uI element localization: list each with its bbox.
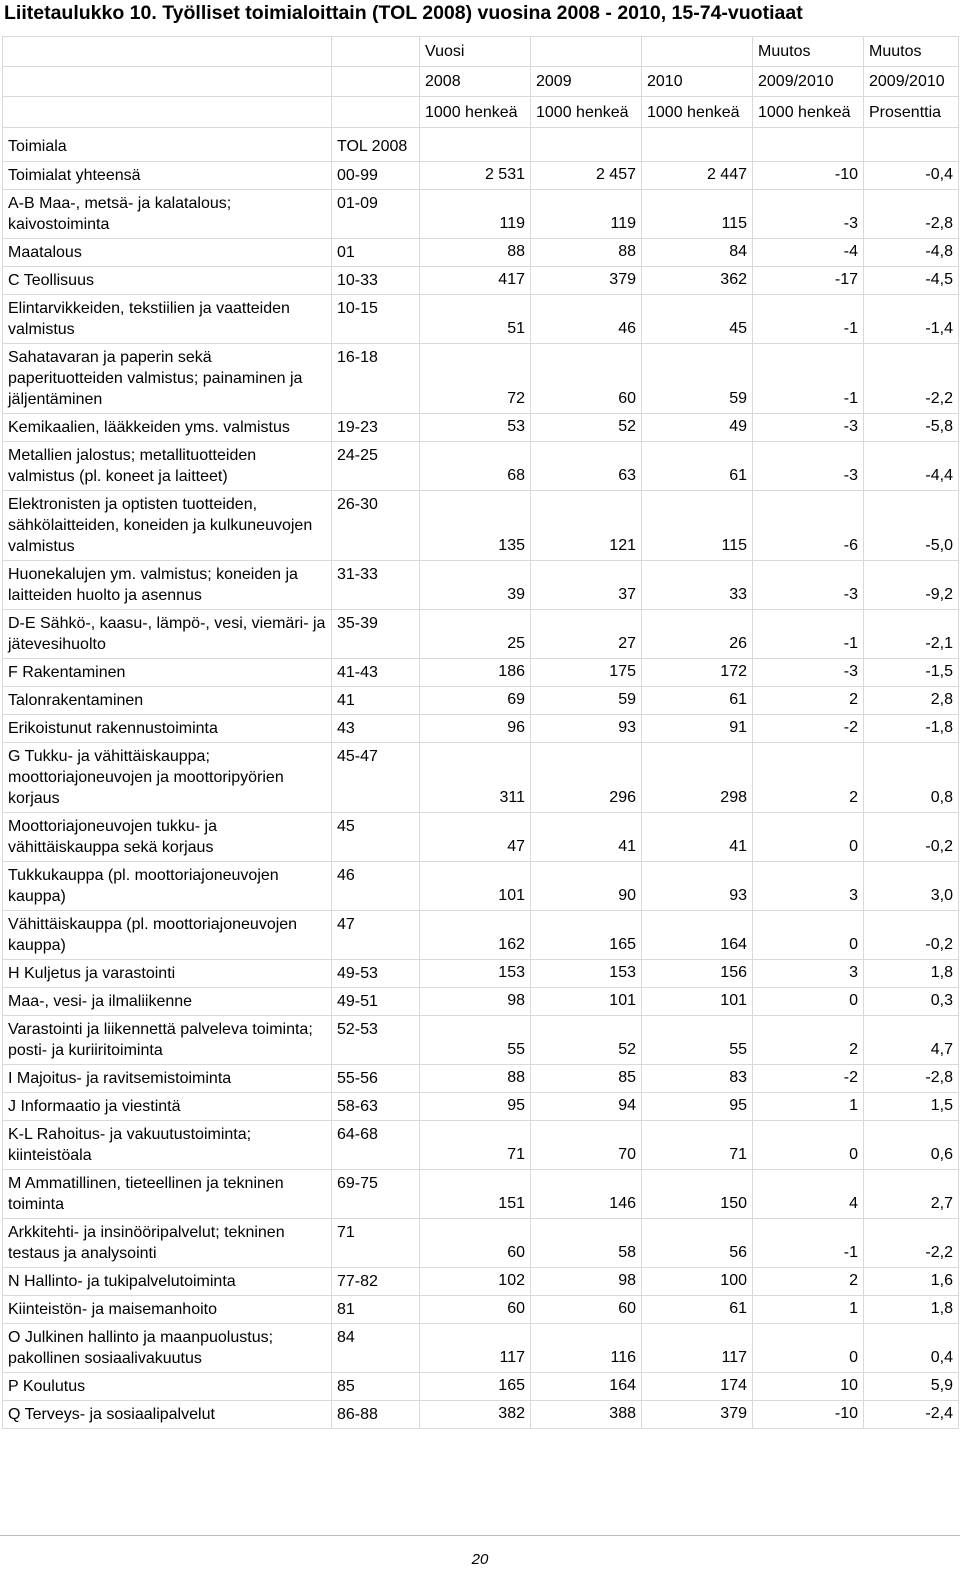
change-percent: -2,8	[864, 1065, 959, 1093]
tol-code: 26-30	[332, 491, 420, 561]
table-row	[3, 295, 959, 344]
value-2008: 186	[420, 659, 531, 687]
change-percent: 0,8	[864, 743, 959, 813]
change-value: 2	[753, 687, 864, 715]
table-row	[3, 862, 959, 911]
tol-code: 43	[332, 715, 420, 743]
change-value: 10	[753, 1373, 864, 1401]
value-2008: 153	[420, 960, 531, 988]
change-value: 0	[753, 911, 864, 960]
change-percent: -2,4	[864, 1401, 959, 1429]
change-percent: -0,2	[864, 813, 959, 862]
table-row	[3, 1121, 959, 1170]
value-2009: 52	[531, 414, 642, 442]
tol-code: 00-99	[332, 162, 420, 190]
header-row-vuosi	[3, 37, 959, 67]
value-2009: 2 457	[531, 162, 642, 190]
header-year-2010: 2010	[642, 67, 753, 97]
industry-name: D-E Sähkö-, kaasu-, lämpö-, vesi, viemäri- ja jätevesihuolto	[3, 610, 332, 659]
tol-code: 31-33	[332, 561, 420, 610]
change-value: -10	[753, 1401, 864, 1429]
industry-name: Maa-, vesi- ja ilmaliikenne	[3, 988, 332, 1016]
change-percent: -2,2	[864, 1219, 959, 1268]
table-row	[3, 1170, 959, 1219]
value-2010: 172	[642, 659, 753, 687]
value-2010: 150	[642, 1170, 753, 1219]
change-percent: -5,8	[864, 414, 959, 442]
industry-name: Varastointi ja liikennettä palveleva toiminta; posti- ja kuriiritoiminta	[3, 1016, 332, 1065]
header-unit: 1000 henkeä	[420, 97, 531, 128]
change-value: 0	[753, 988, 864, 1016]
change-percent: -2,8	[864, 190, 959, 239]
header-unit: 1000 henkeä	[753, 97, 864, 128]
industry-name: P Koulutus	[3, 1373, 332, 1401]
change-value: 2	[753, 743, 864, 813]
change-percent: 1,8	[864, 960, 959, 988]
table-row	[3, 988, 959, 1016]
value-2010: 362	[642, 267, 753, 295]
industry-name: O Julkinen hallinto ja maanpuolustus; pakollinen sosiaalivakuutus	[3, 1324, 332, 1373]
industry-name: M Ammatillinen, tieteellinen ja tekninen toiminta	[3, 1170, 332, 1219]
industry-name: C Teollisuus	[3, 267, 332, 295]
change-percent: 0,6	[864, 1121, 959, 1170]
value-2010: 83	[642, 1065, 753, 1093]
table-row	[3, 1296, 959, 1324]
change-percent: -1,5	[864, 659, 959, 687]
value-2009: 146	[531, 1170, 642, 1219]
industry-name: Kemikaalien, lääkkeiden yms. valmistus	[3, 414, 332, 442]
change-percent: 5,9	[864, 1373, 959, 1401]
page-title: Liitetaulukko 10. Työlliset toimialoittain (TOL 2008) vuosina 2008 - 2010, 15-74-vuotiaat	[4, 2, 803, 24]
header-row-years	[3, 67, 959, 97]
value-2008: 39	[420, 561, 531, 610]
table-row	[3, 1324, 959, 1373]
value-2010: 115	[642, 491, 753, 561]
industry-name: Maatalous	[3, 239, 332, 267]
change-value: -1	[753, 1219, 864, 1268]
tol-code: 10-33	[332, 267, 420, 295]
value-2010: 115	[642, 190, 753, 239]
tol-code: 41	[332, 687, 420, 715]
value-2008: 47	[420, 813, 531, 862]
industry-name: Vähittäiskauppa (pl. moottoriajoneuvojen kauppa)	[3, 911, 332, 960]
tol-code: 10-15	[332, 295, 420, 344]
change-value: -3	[753, 561, 864, 610]
change-percent: -1,4	[864, 295, 959, 344]
tol-code: 45-47	[332, 743, 420, 813]
change-value: -3	[753, 442, 864, 491]
table-row	[3, 1016, 959, 1065]
value-2010: 379	[642, 1401, 753, 1429]
page-number: 20	[471, 1551, 489, 1568]
value-2008: 135	[420, 491, 531, 561]
value-2010: 84	[642, 239, 753, 267]
table-row	[3, 1268, 959, 1296]
value-2009: 90	[531, 862, 642, 911]
table-row	[3, 1065, 959, 1093]
value-2009: 165	[531, 911, 642, 960]
table-row	[3, 960, 959, 988]
tol-code: 24-25	[332, 442, 420, 491]
value-2008: 55	[420, 1016, 531, 1065]
value-2009: 98	[531, 1268, 642, 1296]
change-value: -10	[753, 162, 864, 190]
header-unit-percent: Prosenttia	[864, 97, 959, 128]
value-2009: 52	[531, 1016, 642, 1065]
header-year-2008: 2008	[420, 67, 531, 97]
tol-code: 85	[332, 1373, 420, 1401]
value-2008: 165	[420, 1373, 531, 1401]
value-2010: 164	[642, 911, 753, 960]
tol-code: 58-63	[332, 1093, 420, 1121]
value-2010: 61	[642, 687, 753, 715]
value-2009: 388	[531, 1401, 642, 1429]
tol-code: 71	[332, 1219, 420, 1268]
header-period: 2009/2010	[753, 67, 864, 97]
table-body	[3, 162, 959, 1429]
change-value: -6	[753, 491, 864, 561]
value-2009: 60	[531, 344, 642, 414]
tol-code: 69-75	[332, 1170, 420, 1219]
change-percent: 1,5	[864, 1093, 959, 1121]
change-percent: -1,8	[864, 715, 959, 743]
table-row	[3, 442, 959, 491]
change-value: -2	[753, 715, 864, 743]
value-2010: 95	[642, 1093, 753, 1121]
header-year-2009: 2009	[531, 67, 642, 97]
value-2010: 59	[642, 344, 753, 414]
table-row	[3, 659, 959, 687]
value-2009: 63	[531, 442, 642, 491]
value-2010: 93	[642, 862, 753, 911]
table-row	[3, 561, 959, 610]
value-2009: 116	[531, 1324, 642, 1373]
header-row-columns	[3, 128, 959, 162]
change-percent: 2,8	[864, 687, 959, 715]
table-row	[3, 813, 959, 862]
header-unit: 1000 henkeä	[531, 97, 642, 128]
value-2009: 379	[531, 267, 642, 295]
table-row	[3, 715, 959, 743]
header-muutos: Muutos	[864, 37, 959, 67]
value-2009: 60	[531, 1296, 642, 1324]
industry-name: J Informaatio ja viestintä	[3, 1093, 332, 1121]
value-2008: 151	[420, 1170, 531, 1219]
value-2010: 45	[642, 295, 753, 344]
value-2008: 88	[420, 1065, 531, 1093]
tol-code: 64-68	[332, 1121, 420, 1170]
tol-code: 01-09	[332, 190, 420, 239]
table-row	[3, 239, 959, 267]
value-2010: 56	[642, 1219, 753, 1268]
tol-code: 52-53	[332, 1016, 420, 1065]
table-row	[3, 491, 959, 561]
change-percent: 1,6	[864, 1268, 959, 1296]
value-2010: 298	[642, 743, 753, 813]
value-2010: 100	[642, 1268, 753, 1296]
industry-name: Sahatavaran ja paperin sekä paperituotteiden valmistus; painaminen ja jäljentäminen	[3, 344, 332, 414]
industry-name: Huonekalujen ym. valmistus; koneiden ja laitteiden huolto ja asennus	[3, 561, 332, 610]
value-2009: 119	[531, 190, 642, 239]
industry-name: A-B Maa-, metsä- ja kalatalous; kaivostoiminta	[3, 190, 332, 239]
value-2008: 162	[420, 911, 531, 960]
change-value: 2	[753, 1268, 864, 1296]
value-2008: 102	[420, 1268, 531, 1296]
table-row	[3, 610, 959, 659]
table-row	[3, 414, 959, 442]
tol-code: 16-18	[332, 344, 420, 414]
value-2009: 37	[531, 561, 642, 610]
tol-code: 84	[332, 1324, 420, 1373]
value-2008: 60	[420, 1296, 531, 1324]
change-percent: 1,8	[864, 1296, 959, 1324]
industry-name: Tukkukauppa (pl. moottoriajoneuvojen kauppa)	[3, 862, 332, 911]
change-value: -1	[753, 295, 864, 344]
change-value: -1	[753, 344, 864, 414]
value-2010: 55	[642, 1016, 753, 1065]
value-2009: 101	[531, 988, 642, 1016]
industry-name: I Majoitus- ja ravitsemistoiminta	[3, 1065, 332, 1093]
value-2009: 153	[531, 960, 642, 988]
value-2008: 98	[420, 988, 531, 1016]
value-2009: 59	[531, 687, 642, 715]
employment-table	[2, 36, 959, 1429]
change-value: -3	[753, 190, 864, 239]
header-row-units	[3, 97, 959, 128]
value-2010: 101	[642, 988, 753, 1016]
change-percent: -2,2	[864, 344, 959, 414]
industry-name: Elektronisten ja optisten tuotteiden, sähkölaitteiden, koneiden ja kulkuneuvojen valmistus	[3, 491, 332, 561]
value-2010: 117	[642, 1324, 753, 1373]
change-value: 1	[753, 1296, 864, 1324]
value-2008: 382	[420, 1401, 531, 1429]
industry-name: Erikoistunut rakennustoiminta	[3, 715, 332, 743]
value-2008: 119	[420, 190, 531, 239]
change-percent: -0,2	[864, 911, 959, 960]
tol-code: 46	[332, 862, 420, 911]
change-percent: -4,5	[864, 267, 959, 295]
industry-name: Elintarvikkeiden, tekstiilien ja vaatteiden valmistus	[3, 295, 332, 344]
value-2009: 27	[531, 610, 642, 659]
change-value: -2	[753, 1065, 864, 1093]
tol-code: 01	[332, 239, 420, 267]
value-2010: 61	[642, 1296, 753, 1324]
change-value: 0	[753, 1324, 864, 1373]
change-value: 2	[753, 1016, 864, 1065]
value-2010: 61	[642, 442, 753, 491]
value-2008: 25	[420, 610, 531, 659]
header-tol: TOL 2008	[332, 128, 420, 162]
industry-name: Moottoriajoneuvojen tukku- ja vähittäiskauppa sekä korjaus	[3, 813, 332, 862]
value-2010: 91	[642, 715, 753, 743]
header-unit: 1000 henkeä	[642, 97, 753, 128]
industry-name: Q Terveys- ja sosiaalipalvelut	[3, 1401, 332, 1429]
header-muutos: Muutos	[753, 37, 864, 67]
table-row	[3, 190, 959, 239]
table-row	[3, 1219, 959, 1268]
value-2008: 88	[420, 239, 531, 267]
value-2009: 46	[531, 295, 642, 344]
change-percent: -4,4	[864, 442, 959, 491]
change-percent: -2,1	[864, 610, 959, 659]
value-2008: 101	[420, 862, 531, 911]
industry-name: F Rakentaminen	[3, 659, 332, 687]
value-2008: 72	[420, 344, 531, 414]
value-2010: 2 447	[642, 162, 753, 190]
value-2008: 53	[420, 414, 531, 442]
change-value: -3	[753, 414, 864, 442]
industry-name: K-L Rahoitus- ja vakuutustoiminta; kiinteistöala	[3, 1121, 332, 1170]
tol-code: 86-88	[332, 1401, 420, 1429]
value-2008: 311	[420, 743, 531, 813]
value-2008: 117	[420, 1324, 531, 1373]
value-2008: 51	[420, 295, 531, 344]
header-period: 2009/2010	[864, 67, 959, 97]
value-2010: 26	[642, 610, 753, 659]
table-row	[3, 1401, 959, 1429]
change-value: 1	[753, 1093, 864, 1121]
change-percent: 2,7	[864, 1170, 959, 1219]
change-percent: -5,0	[864, 491, 959, 561]
industry-name: H Kuljetus ja varastointi	[3, 960, 332, 988]
industry-name: N Hallinto- ja tukipalvelutoiminta	[3, 1268, 332, 1296]
value-2008: 417	[420, 267, 531, 295]
value-2009: 70	[531, 1121, 642, 1170]
value-2010: 156	[642, 960, 753, 988]
tol-code: 35-39	[332, 610, 420, 659]
change-value: 0	[753, 813, 864, 862]
value-2010: 49	[642, 414, 753, 442]
footer-divider	[0, 1535, 960, 1536]
value-2008: 71	[420, 1121, 531, 1170]
tol-code: 55-56	[332, 1065, 420, 1093]
change-value: -17	[753, 267, 864, 295]
table-row	[3, 743, 959, 813]
industry-name: Toimialat yhteensä	[3, 162, 332, 190]
value-2008: 68	[420, 442, 531, 491]
table-row	[3, 344, 959, 414]
tol-code: 49-51	[332, 988, 420, 1016]
industry-name: Arkkitehti- ja insinööripalvelut; tekninen testaus ja analysointi	[3, 1219, 332, 1268]
tol-code: 77-82	[332, 1268, 420, 1296]
tol-code: 41-43	[332, 659, 420, 687]
header-toimiala: Toimiala	[3, 128, 332, 162]
value-2009: 88	[531, 239, 642, 267]
tol-code: 81	[332, 1296, 420, 1324]
value-2010: 41	[642, 813, 753, 862]
tol-code: 45	[332, 813, 420, 862]
change-percent: -4,8	[864, 239, 959, 267]
change-value: 0	[753, 1121, 864, 1170]
change-value: -3	[753, 659, 864, 687]
table-row	[3, 267, 959, 295]
table-row	[3, 1093, 959, 1121]
table-row	[3, 1373, 959, 1401]
tol-code: 47	[332, 911, 420, 960]
change-percent: 4,7	[864, 1016, 959, 1065]
change-percent: 3,0	[864, 862, 959, 911]
value-2009: 85	[531, 1065, 642, 1093]
change-value: 3	[753, 862, 864, 911]
value-2009: 296	[531, 743, 642, 813]
industry-name: G Tukku- ja vähittäiskauppa; moottoriajoneuvojen ja moottoripyörien korjaus	[3, 743, 332, 813]
table-row	[3, 162, 959, 190]
value-2009: 164	[531, 1373, 642, 1401]
value-2008: 60	[420, 1219, 531, 1268]
change-percent: 0,4	[864, 1324, 959, 1373]
industry-name: Talonrakentaminen	[3, 687, 332, 715]
value-2010: 174	[642, 1373, 753, 1401]
value-2009: 175	[531, 659, 642, 687]
tol-code: 19-23	[332, 414, 420, 442]
industry-name: Metallien jalostus; metallituotteiden valmistus (pl. koneet ja laitteet)	[3, 442, 332, 491]
industry-name: Kiinteistön- ja maisemanhoito	[3, 1296, 332, 1324]
value-2008: 95	[420, 1093, 531, 1121]
change-percent: -9,2	[864, 561, 959, 610]
change-value: -1	[753, 610, 864, 659]
change-percent: 0,3	[864, 988, 959, 1016]
value-2008: 69	[420, 687, 531, 715]
tol-code: 49-53	[332, 960, 420, 988]
table-row	[3, 687, 959, 715]
value-2009: 94	[531, 1093, 642, 1121]
value-2010: 33	[642, 561, 753, 610]
value-2009: 58	[531, 1219, 642, 1268]
change-value: 4	[753, 1170, 864, 1219]
value-2009: 41	[531, 813, 642, 862]
value-2008: 96	[420, 715, 531, 743]
table-row	[3, 911, 959, 960]
value-2009: 93	[531, 715, 642, 743]
change-value: -4	[753, 239, 864, 267]
value-2008: 2 531	[420, 162, 531, 190]
change-value: 3	[753, 960, 864, 988]
value-2009: 121	[531, 491, 642, 561]
value-2010: 71	[642, 1121, 753, 1170]
header-vuosi: Vuosi	[420, 37, 531, 67]
change-percent: -0,4	[864, 162, 959, 190]
